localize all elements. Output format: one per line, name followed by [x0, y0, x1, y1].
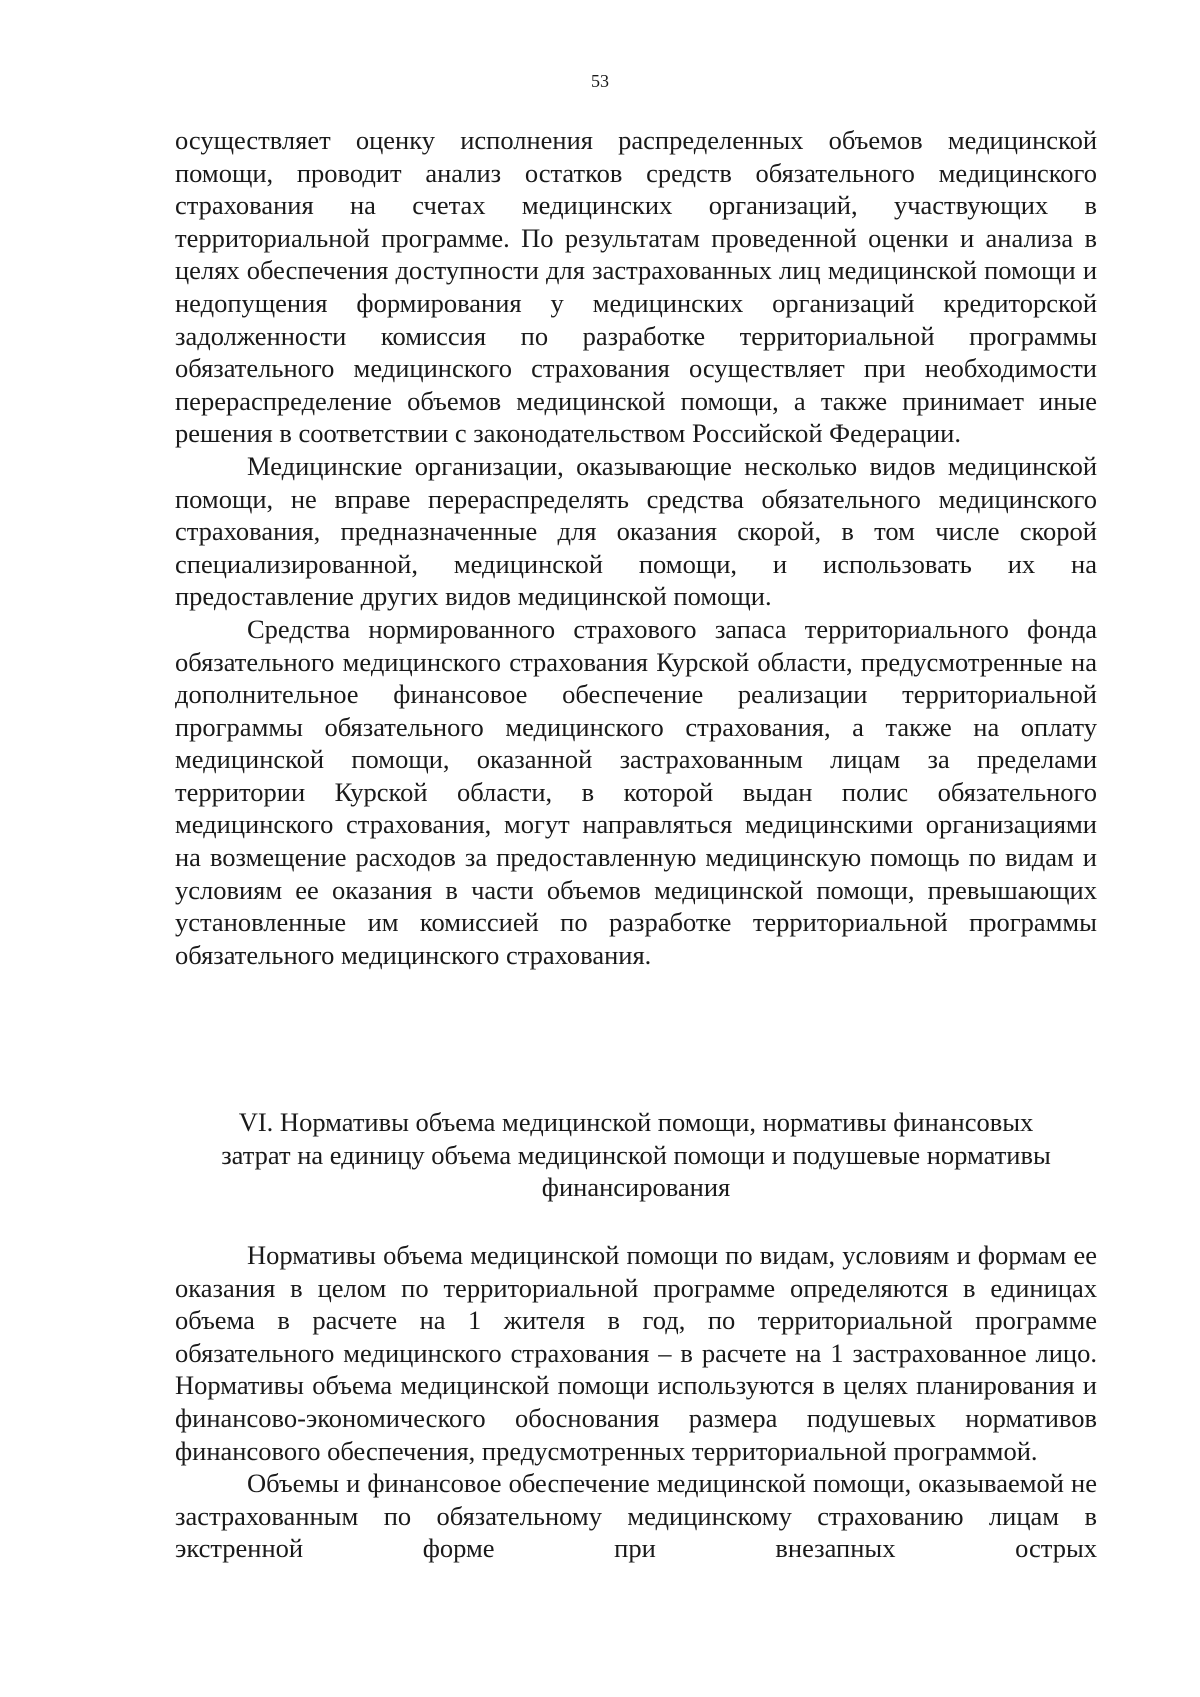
paragraph-medical-organizations: Медицинские организации, оказывающие несколько видов медицинской помощи, не вправе перераспределять средства обязательного медицинского страхования, предназначенные для оказания скорой, в том числе скорой специализированной, медицинской помощи, и использовать их на предоставление других видов медицинской помощи.: [175, 450, 1097, 612]
page-number: 53: [591, 71, 609, 91]
paragraph-volume-norms: Нормативы объема медицинской помощи по видам, условиям и формам ее оказания в целом по территориальной программе определяются в единицах объема в расчете на 1 жителя в год, по территориальной программе обязательного медицинского страхования – в расчете на 1 застрахованное лицо. Нормативы объема медицинской помощи используются в целях планирования и финансово-экономического обоснования размера подушевых нормативов финансового обеспечения, предусмотренных территориальной программой.: [175, 1240, 1097, 1466]
section-heading-line-3: финансирования: [541, 1172, 731, 1203]
paragraph-uninsured-volumes: Объемы и финансовое обеспечение медицинской помощи, оказываемой не застрахованным по обязательному медицинскому страхованию лицам в экстренной форме при внезапных острых: [175, 1468, 1097, 1564]
paragraph-continuation: осуществляет оценку исполнения распределенных объемов медицинской помощи, проводит анализ остатков средств обязательного медицинского страхования на счетах медицинских организаций, участвующих в территориальной программе. По результатам проведенной оценки и анализа в целях обеспечения доступности для застрахованных лиц медицинской помощи и недопущения формирования у медицинских организаций кредиторской задолженности комиссия по разработке территориальной программы обязательного медицинского страхования осуществляет при необходимости перераспределение объемов медицинской помощи, а также принимает иные решения в соответствии с законодательством Российской Федерации.: [175, 125, 1097, 449]
section-heading: [175, 1106, 1097, 1204]
paragraph-insurance-reserve: Средства нормированного страхового запаса территориального фонда обязательного медицинского страхования Курской области, предусмотренные на дополнительное финансовое обеспечение реализации территориальной программы обязательного медицинского страхования, а также на оплату медицинской помощи, оказанной застрахованным лицам за пределами территории Курской области, в которой выдан полис обязательного медицинского страхования, могут направляться медицинскими организациями на возмещение расходов за предоставленную медицинскую помощь по видам и условиям ее оказания в части объемов медицинской помощи, превышающих установленные им комиссией по разработке территориальной программы обязательного медицинского страхования.: [175, 613, 1097, 970]
section-1-body: [175, 124, 1097, 971]
section-2-body: [175, 1239, 1097, 1565]
section-heading-line-1: VI. Нормативы объема медицинской помощи, нормативы финансовых: [238, 1107, 1034, 1137]
section-heading-line-2: затрат на единицу объема медицинской помощи и подушевые нормативы: [221, 1139, 1051, 1170]
